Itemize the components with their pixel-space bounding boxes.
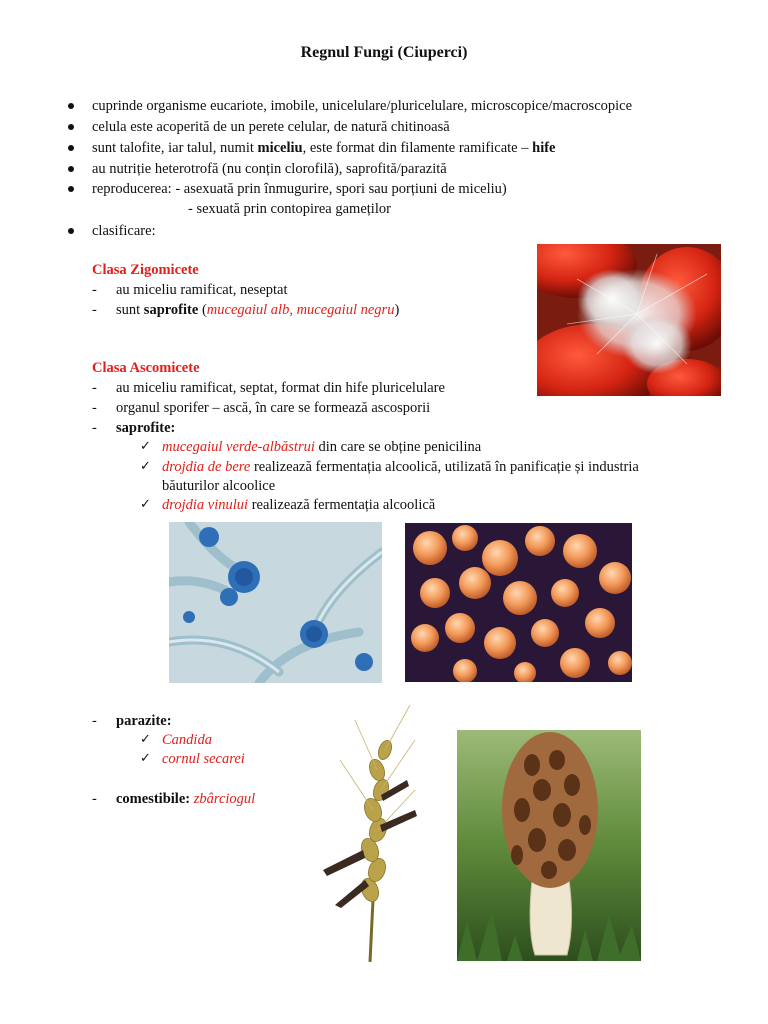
dash-marker: - — [92, 400, 97, 416]
check-icon: ✓ — [140, 751, 151, 766]
term-miceliu: miceliu — [257, 140, 303, 156]
example-text: mucegaiul verde-albăstrui — [162, 439, 315, 455]
list-item: organul sporifer – ască, în care se formează ascosporii — [116, 400, 431, 416]
sublist-item — [162, 438, 481, 456]
bullet-dot — [66, 97, 76, 115]
photo-yeast-cells — [405, 523, 632, 682]
check-icon: ✓ — [140, 497, 151, 512]
text-fragment: , este format din filamente ramificate – — [302, 140, 533, 156]
sublist-item: Candida — [162, 732, 212, 748]
label-comestibile: comestibile: — [116, 791, 191, 807]
list-item: au miceliu ramificat, septat, format din hife pluricelulare — [116, 380, 445, 396]
text-fragment: ) — [394, 302, 400, 318]
example-text: drojdia vinului — [162, 497, 249, 513]
dash-marker: - — [92, 713, 97, 729]
sublist-item: cornul secarei — [162, 751, 245, 767]
dash-marker: - — [92, 302, 97, 318]
check-icon: ✓ — [140, 459, 151, 474]
text-fragment: ( — [198, 302, 207, 318]
list-item: au miceliu ramificat, neseptat — [116, 282, 288, 298]
bullet-text: au nutriție heterotrofă (nu conțin clorofilă), saprofită/parazită — [92, 161, 447, 177]
text-fragment: sunt — [116, 302, 144, 318]
text-fragment: realizează fermentația alcoolică, utilizată în panificație și industria — [250, 459, 639, 475]
dash-marker: - — [92, 282, 97, 298]
section-heading-ascomicete: Clasa Ascomicete — [92, 360, 200, 376]
bullet-text: clasificare: — [92, 223, 156, 239]
text-fragment: realizează fermentația alcoolică — [248, 497, 436, 513]
check-icon: ✓ — [140, 732, 151, 747]
bullet-text: reproducerea: - asexuată prin înmugurire, spori sau porțiuni de miceliu) — [92, 181, 507, 197]
bullet-dot — [66, 139, 76, 157]
photo-morel-mushroom — [457, 730, 641, 961]
example-text: mucegaiul alb, mucegaiul negru — [206, 302, 395, 318]
page-title: Regnul Fungi (Ciuperci) — [300, 44, 468, 61]
sublist-item — [162, 496, 435, 514]
list-item — [116, 301, 399, 319]
check-icon: ✓ — [140, 439, 151, 454]
photo-blue-mold-microscope — [169, 522, 382, 683]
section-heading-zigomicete: Clasa Zigomicete — [92, 262, 199, 278]
bullet-dot — [66, 160, 76, 178]
list-item: saprofite: — [116, 420, 176, 436]
bullet-text: celula este acoperită de un perete celular, de natură chitinoasă — [92, 119, 450, 135]
bullet-text — [92, 139, 555, 157]
bullet-dot — [66, 222, 76, 240]
term-hife: hife — [532, 140, 556, 156]
dash-marker: - — [92, 420, 97, 436]
example-text: drojdia de bere — [162, 459, 251, 475]
list-item — [116, 790, 255, 808]
bullet-text-continued: - sexuată prin contopirea gameților — [188, 201, 391, 217]
sublist-item-continued: băuturilor alcoolice — [162, 478, 276, 494]
photo-ergot-rye — [315, 700, 423, 962]
dash-marker: - — [92, 791, 97, 807]
photo-white-mold-tomatoes — [537, 244, 721, 396]
list-item: parazite: — [116, 713, 172, 729]
bullet-dot — [66, 118, 76, 136]
sublist-item — [162, 458, 639, 476]
text-fragment: sunt talofite, iar talul, numit — [92, 140, 258, 156]
bullet-dot — [66, 180, 76, 198]
text-fragment: din care se obține penicilina — [314, 439, 482, 455]
dash-marker: - — [92, 380, 97, 396]
bullet-text: cuprinde organisme eucariote, imobile, unicelulare/pluricelulare, microscopice/macroscopice — [92, 98, 633, 114]
term-saprofite: saprofite — [143, 302, 199, 318]
example-text: zbârciogul — [193, 791, 256, 807]
